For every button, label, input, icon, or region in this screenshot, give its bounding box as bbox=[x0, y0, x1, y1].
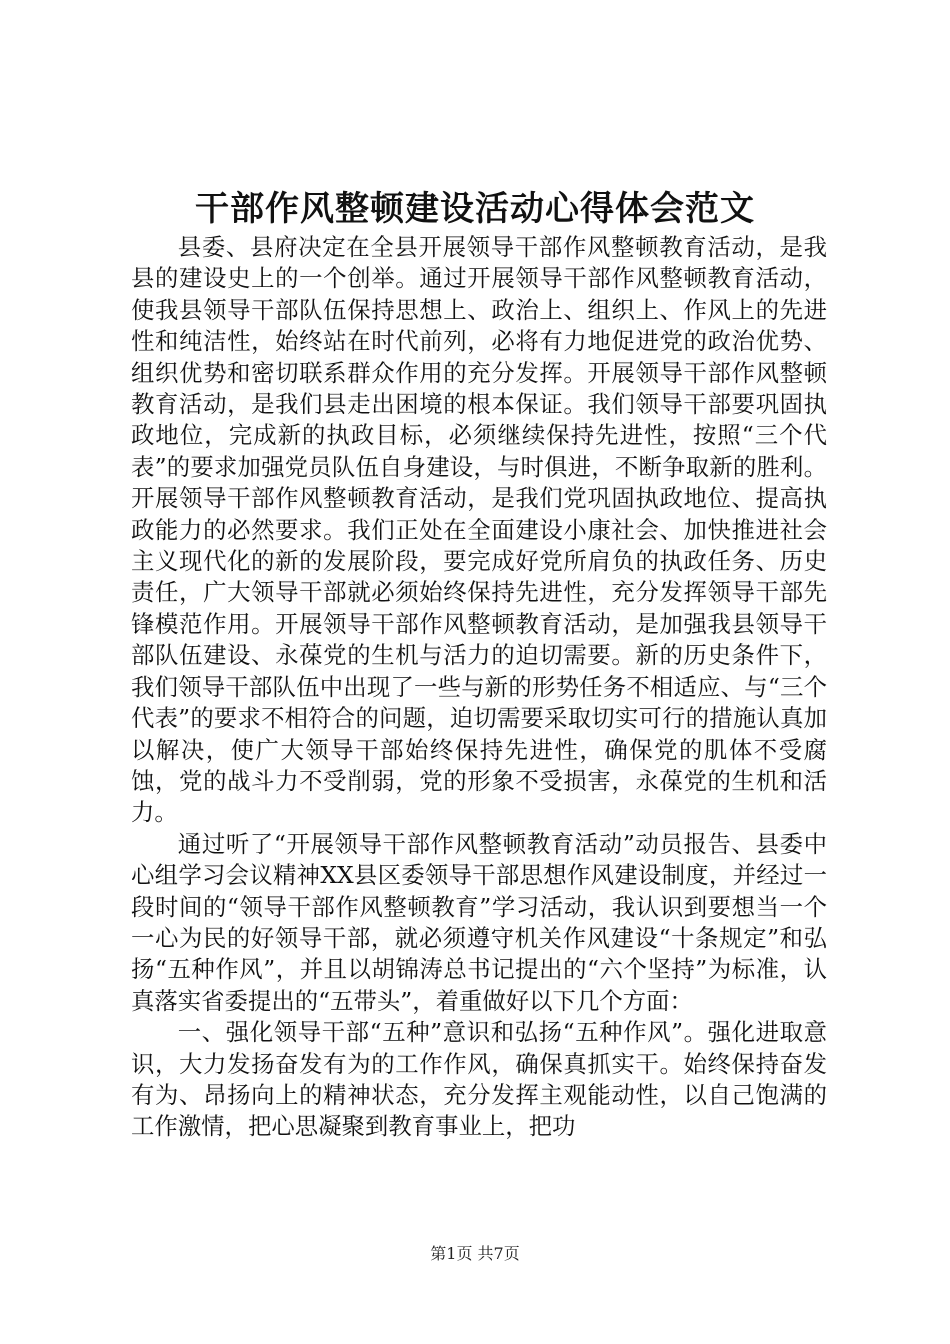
document-body bbox=[131, 232, 827, 1143]
document-title: 干部作风整顿建设活动心得体会范文 bbox=[195, 189, 755, 229]
paragraph-2: 通过听了“开展领导干部作风整顿教育活动”动员报告、县委中心组学习会议精神XX县区委领导干部思想作风建设制度，并经过一段时间的“领导干部作风整顿教育”学习活动，我认识到要想当一个一心为民的好领导干部，就必须遵守机关作风建设“十条规定”和弘扬“五种作风”，并且以胡锦涛总书记提出的“六个坚持”为标准，认真落实省委提出的“五带头”，着重做好以下几个方面： bbox=[131, 829, 827, 1015]
page-number-footer: 第1页 共7页 bbox=[430, 1244, 520, 1263]
paragraph-1: 县委、县府决定在全县开展领导干部作风整顿教育活动，是我县的建设史上的一个创举。通过开展领导干部作风整顿教育活动，使我县领导干部队伍保持思想上、政治上、组织上、作风上的先进性和纯洁性，始终站在时代前列，必将有力地促进党的政治优势、组织优势和密切联系群众作用的充分发挥。开展领导干部作风整顿教育活动，是我们县走出困境的根本保证。我们领导干部要巩固执政地位，完成新的执政目标，必须继续保持先进性，按照“三个代表”的要求加强党员队伍自身建设，与时俱进，不断争取新的胜利。开展领导干部作风整顿教育活动，是我们党巩固执政地位、提高执政能力的必然要求。我们正处在全面建设小康社会、加快推进社会主义现代化的新的发展阶段，要完成好党所肩负的执政任务、历史责任，广大领导干部就必须始终保持先进性，充分发挥领导干部先锋模范作用。开展领导干部作风整顿教育活动，是加强我县领导干部队伍建设、永葆党的生机与活力的迫切需要。新的历史条件下，我们领导干部队伍中出现了一些与新的形势任务不相适应、与“三个代表”的要求不相符合的问题，迫切需要采取切实可行的措施认真加以解决，使广大领导干部始终保持先进性，确保党的肌体不受腐蚀，党的战斗力不受削弱，党的形象不受损害，永葆党的生机和活力。 bbox=[131, 233, 827, 827]
paragraph-3: 一、强化领导干部“五种”意识和弘扬“五种作风”。强化进取意识，大力发扬奋发有为的工作作风，确保真抓实干。始终保持奋发有为、昂扬向上的精神状态，充分发挥主观能动性，以自己饱满的工作激情，把心思凝聚到教育事业上，把功 bbox=[131, 1018, 827, 1141]
